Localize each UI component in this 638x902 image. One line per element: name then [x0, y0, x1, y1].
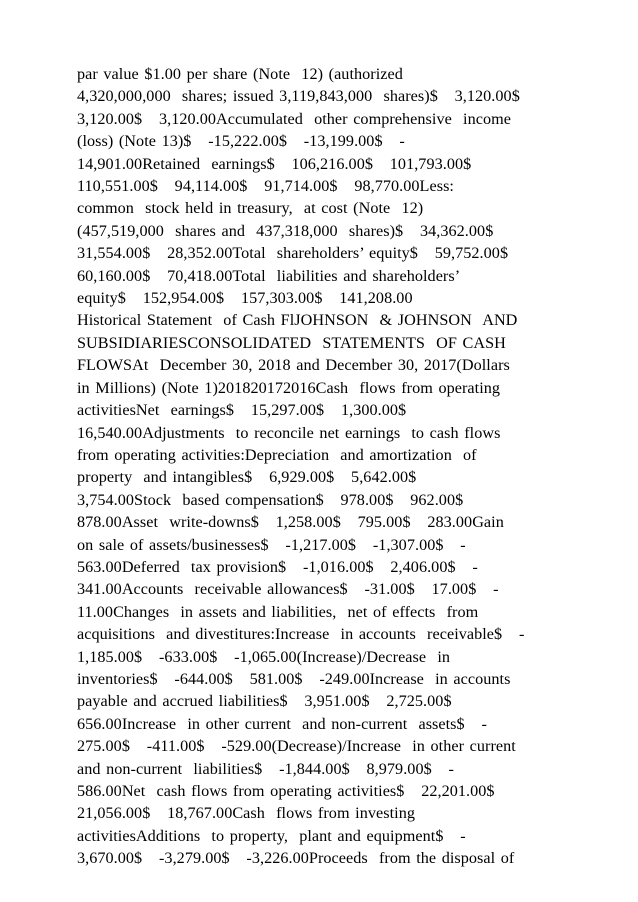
text-line: 4,320,000,000 shares; issued 3,119,843,000 shares)$ 3,120.00$	[77, 87, 520, 106]
text-line: property and intangibles$ 6,929.00$ 5,642.00$	[77, 468, 417, 487]
text-line: common stock held in treasury, at cost (Note 12)	[77, 199, 424, 218]
text-line: acquisitions and divestitures:Increase in accounts receivable$ -	[77, 625, 525, 644]
text-line: payable and accrued liabilities$ 3,951.00$ 2,725.00$	[77, 692, 452, 711]
text-line: 563.00Deferred tax provision$ -1,016.00$ 2,406.00$ -	[77, 557, 478, 576]
text-line: on sale of assets/businesses$ -1,217.00$ -1,307.00$ -	[77, 535, 466, 554]
text-line: 3,754.00Stock based compensation$ 978.00$ 962.00$	[77, 490, 464, 509]
text-line: 11.00Changes in assets and liabilities, net of effects from	[77, 602, 479, 621]
text-line: 14,901.00Retained earnings$ 106,216.00$ 101,793.00$	[77, 154, 472, 173]
text-line: 16,540.00Adjustments to reconcile net earnings to cash flows	[77, 423, 501, 442]
text-line: inventories$ -644.00$ 581.00$ -249.00Increase in accounts	[77, 669, 511, 688]
document-body	[77, 63, 577, 870]
text-line: from operating activities:Depreciation and amortization of	[77, 445, 477, 464]
text-line: 21,056.00$ 18,767.00Cash flows from investing	[77, 804, 415, 823]
text-line: and non-current liabilities$ -1,844.00$ 8,979.00$ -	[77, 759, 454, 778]
text-line: 656.00Increase in other current and non-current assets$ -	[77, 714, 487, 733]
text-line: FLOWSAt December 30, 2018 and December 30, 2017(Dollars	[77, 356, 510, 375]
text-line: (457,519,000 shares and 437,318,000 shares)$ 34,362.00$	[77, 221, 494, 240]
text-line: 3,120.00$ 3,120.00Accumulated other comprehensive income	[77, 109, 511, 128]
text-line: 60,160.00$ 70,418.00Total liabilities and shareholders’	[77, 266, 461, 285]
text-line: 275.00$ -411.00$ -529.00(Decrease)/Increase in other current	[77, 737, 516, 756]
text-line: (loss) (Note 13)$ -15,222.00$ -13,199.00$ -	[77, 132, 405, 151]
text-line: in Millions) (Note 1)201820172016Cash flows from operating	[77, 378, 501, 397]
section-heading-line: Historical Statement of Cash FlJOHNSON & JOHNSON AND	[77, 311, 518, 330]
text-line: par value $1.00 per share (Note 12) (authorized	[77, 65, 403, 83]
text-line: activitiesNet earnings$ 15,297.00$ 1,300.00$	[77, 401, 407, 420]
text-line: equity$ 152,954.00$ 157,303.00$ 141,208.00	[77, 289, 413, 308]
text-line: 1,185.00$ -633.00$ -1,065.00(Increase)/Decrease in	[77, 647, 451, 666]
section-heading-line: SUBSIDIARIESCONSOLIDATED STATEMENTS OF CASH	[77, 333, 506, 352]
text-line: 586.00Net cash flows from operating activities$ 22,201.00$	[77, 782, 495, 800]
text-line: 878.00Asset write-downs$ 1,258.00$ 795.00$ 283.00Gain	[77, 513, 504, 532]
text-line: 3,670.00$ -3,279.00$ -3,226.00Proceeds from the disposal of	[77, 849, 515, 868]
text-line: activitiesAdditions to property, plant and equipment$ -	[77, 826, 466, 845]
text-line: 31,554.00$ 28,352.00Total shareholders’ equity$ 59,752.00$	[77, 244, 509, 263]
text-line: 341.00Accounts receivable allowances$ -31.00$ 17.00$ -	[77, 580, 499, 599]
text-line: 110,551.00$ 94,114.00$ 91,714.00$ 98,770.00Less:	[77, 177, 454, 196]
